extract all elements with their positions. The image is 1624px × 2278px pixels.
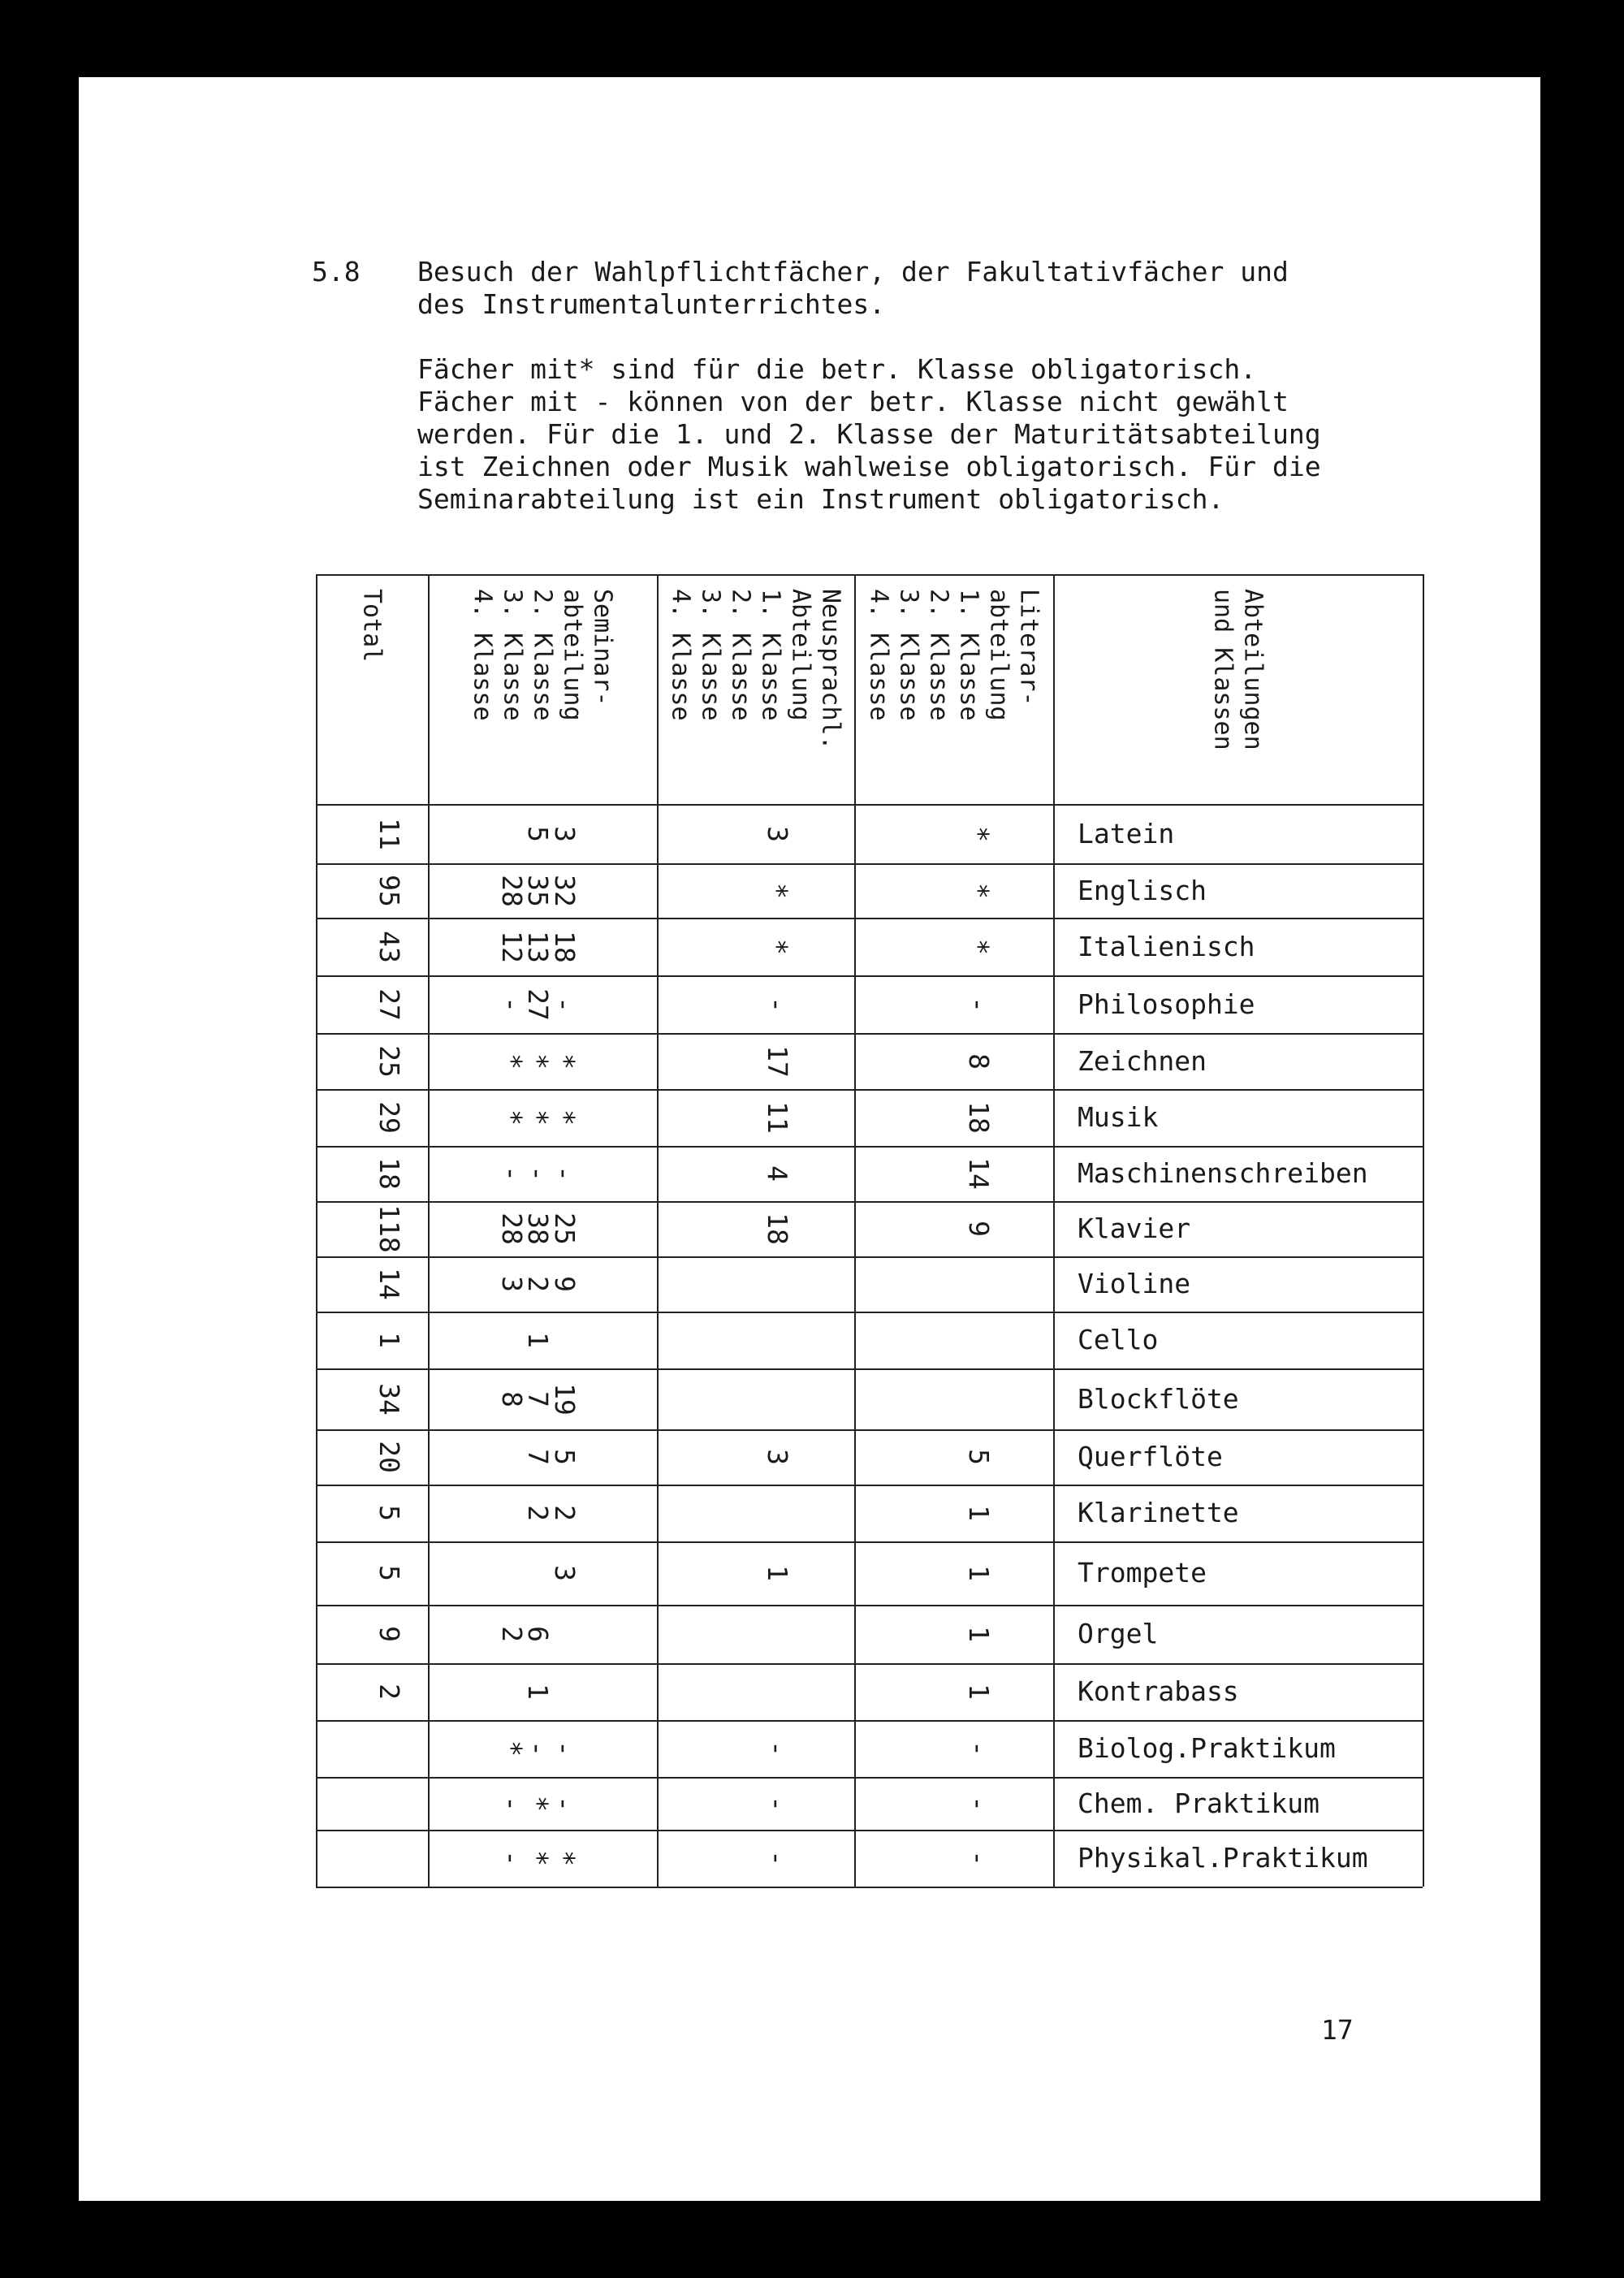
cell-literar: - — [962, 1850, 995, 1866]
cell-total: 34 — [373, 1382, 405, 1416]
cell-seminar-2: 3 — [548, 825, 581, 842]
table-row-line — [316, 1256, 1423, 1258]
subject-label: Latein — [1078, 817, 1175, 849]
cell-literar: 5 — [962, 1449, 995, 1465]
cell-total: 29 — [373, 1101, 405, 1134]
cell-seminar-4: 8 — [495, 1390, 528, 1407]
subject-label: Trompete — [1078, 1557, 1207, 1589]
cell-seminar-3: 27 — [521, 988, 554, 1021]
table-row-line — [316, 1429, 1423, 1431]
header-seminar-text: Seminar- abteilung 2. Klasse 3. Klasse 4. Klasse — [468, 589, 617, 721]
cell-seminar-3: * — [521, 1795, 554, 1812]
table-column-line — [1423, 574, 1424, 1887]
cell-literar: 1 — [962, 1505, 995, 1521]
cell-seminar-3: 13 — [521, 930, 554, 963]
cell-seminar-3: 1 — [521, 1332, 554, 1348]
cell-total: 1 — [373, 1332, 405, 1348]
cell-seminar-3: * — [521, 1109, 554, 1126]
subject-label: Philosophie — [1078, 988, 1255, 1020]
cell-seminar-3: 35 — [521, 874, 554, 907]
cell-seminar-2: * — [548, 1053, 581, 1070]
header-literar-text: Literar- abteilung 1. Klasse 2. Klasse 3. Klasse 4. Klasse — [864, 589, 1043, 721]
subject-label: Musik — [1078, 1101, 1159, 1133]
legend-note: Fächer mit* sind für die betr. Klasse obligatorisch. Fächer mit - können von der betr. Klasse nicht gewählt werden. Für die 1. und 2. Klasse der Maturitätsabteilung ist Zeichnen oder Musik wahlweise obligatorisch. Für die Seminarabteilung ist ein Instrument obligatorisch. — [417, 353, 1321, 515]
cell-neusprachl: 4 — [761, 1165, 793, 1182]
cell-seminar-3: 2 — [521, 1505, 554, 1521]
table-row-line — [316, 1033, 1423, 1035]
table-row-line — [316, 1720, 1423, 1722]
table-row-line — [316, 1201, 1423, 1203]
subject-label: Klavier — [1078, 1212, 1191, 1244]
subject-label: Zeichnen — [1078, 1044, 1207, 1077]
cell-seminar-3: 2 — [521, 1276, 554, 1292]
cell-seminar-4: * — [495, 1109, 528, 1126]
cell-total: 11 — [373, 817, 405, 850]
subject-label: Physikal.Praktikum — [1078, 1842, 1368, 1874]
cell-neusprachl: 1 — [761, 1565, 793, 1581]
cell-seminar-3: * — [521, 1053, 554, 1070]
cell-literar: * — [962, 938, 995, 955]
cell-total: 43 — [373, 930, 405, 963]
cell-neusprachl: - — [761, 1795, 793, 1812]
cell-neusprachl: 3 — [761, 1449, 793, 1465]
page-number: 17 — [1321, 2014, 1354, 2046]
table-row-line — [316, 918, 1423, 919]
cell-total: 25 — [373, 1044, 405, 1078]
table-row-line — [316, 1146, 1423, 1148]
cell-neusprachl: 18 — [761, 1212, 793, 1245]
cell-seminar-3: - — [521, 1740, 554, 1757]
table-row-line — [316, 1089, 1423, 1091]
cell-seminar-2: 5 — [548, 1449, 581, 1465]
subject-label: Italienisch — [1078, 930, 1255, 962]
cell-seminar-4: 2 — [495, 1626, 528, 1642]
cell-seminar-2: - — [548, 996, 581, 1013]
cell-seminar-4: * — [495, 1740, 528, 1757]
cell-seminar-4: 28 — [495, 874, 528, 907]
cell-literar: 14 — [962, 1157, 995, 1190]
table-row-line — [316, 1368, 1423, 1370]
cell-seminar-3: 1 — [521, 1684, 554, 1700]
section-number: 5.8 — [312, 256, 361, 287]
section-heading: Besuch der Wahlpflichtfächer, der Fakultativfächer und des Instrumentalunterrichtes. — [417, 256, 1289, 320]
subject-label: Orgel — [1078, 1618, 1159, 1649]
table-row-line — [316, 1830, 1423, 1831]
cell-total: 27 — [373, 988, 405, 1021]
cell-seminar-3: 5 — [521, 825, 554, 842]
cell-total: 18 — [373, 1157, 405, 1190]
cell-total: 5 — [373, 1505, 405, 1521]
header-neusprachl — [657, 574, 854, 804]
cell-neusprachl: * — [761, 882, 793, 899]
document-page — [79, 77, 1540, 2201]
cell-seminar-2: 32 — [548, 874, 581, 907]
cell-literar: - — [962, 1740, 995, 1757]
table-row-line — [316, 804, 1423, 806]
cell-seminar-3: 7 — [521, 1449, 554, 1465]
table-row-line — [316, 1887, 1423, 1888]
cell-seminar-4: 3 — [495, 1276, 528, 1292]
cell-seminar-2: 25 — [548, 1212, 581, 1245]
cell-seminar-2: 9 — [548, 1276, 581, 1292]
table-row-line — [316, 1541, 1423, 1543]
cell-total: 5 — [373, 1565, 405, 1581]
table-row-line — [316, 1605, 1423, 1606]
cell-seminar-4: - — [495, 1165, 528, 1182]
cell-neusprachl: 17 — [761, 1044, 793, 1078]
header-total-text: Total — [357, 589, 387, 663]
cell-seminar-4: * — [495, 1053, 528, 1070]
cell-total: 2 — [373, 1684, 405, 1700]
cell-seminar-2: 19 — [548, 1382, 581, 1416]
cell-seminar-4: 12 — [495, 930, 528, 963]
header-literar — [854, 574, 1053, 804]
cell-literar: - — [962, 1795, 995, 1812]
header-total — [316, 574, 428, 804]
subject-label: Maschinenschreiben — [1078, 1157, 1368, 1189]
cell-neusprachl: - — [761, 1850, 793, 1866]
cell-neusprachl: 3 — [761, 825, 793, 842]
subject-label: Chem. Praktikum — [1078, 1787, 1320, 1819]
cell-seminar-4: 28 — [495, 1212, 528, 1245]
table-row-line — [316, 1663, 1423, 1665]
cell-seminar-2: - — [548, 1795, 581, 1812]
cell-neusprachl: 11 — [761, 1101, 793, 1134]
enrollment-table — [79, 77, 1540, 2201]
cell-seminar-3: 6 — [521, 1626, 554, 1642]
header-seminar — [428, 574, 657, 804]
cell-seminar-4: - — [495, 1850, 528, 1866]
cell-seminar-3: 7 — [521, 1390, 554, 1407]
cell-seminar-4: - — [495, 1795, 528, 1812]
cell-seminar-2: * — [548, 1109, 581, 1126]
cell-neusprachl: * — [761, 938, 793, 955]
header-subjects-text: Abteilungen und Klassen — [1208, 589, 1268, 750]
cell-total: 14 — [373, 1268, 405, 1300]
subject-label: Querflöte — [1078, 1441, 1223, 1472]
cell-total: 9 — [373, 1626, 405, 1642]
cell-total: 20 — [373, 1441, 405, 1473]
subject-label: Violine — [1078, 1268, 1191, 1299]
cell-literar: 1 — [962, 1565, 995, 1581]
subject-label: Blockflöte — [1078, 1382, 1239, 1415]
subject-label: Kontrabass — [1078, 1675, 1239, 1707]
cell-seminar-2: 18 — [548, 930, 581, 963]
header-neusprachl-text: Neusprachl. Abteilung 1. Klasse 2. Klasse 3. Klasse 4. Klasse — [666, 589, 845, 750]
cell-literar: 18 — [962, 1101, 995, 1134]
cell-literar: - — [962, 996, 995, 1013]
table-row-line — [316, 1312, 1423, 1313]
cell-seminar-3: * — [521, 1850, 554, 1866]
subject-label: Biolog.Praktikum — [1078, 1732, 1336, 1764]
cell-literar: 9 — [962, 1221, 995, 1237]
cell-neusprachl: - — [761, 996, 793, 1013]
table-row-line — [316, 975, 1423, 977]
table-row-line — [316, 863, 1423, 865]
cell-literar: 1 — [962, 1684, 995, 1700]
cell-literar: 1 — [962, 1626, 995, 1642]
cell-seminar-2: 3 — [548, 1565, 581, 1581]
cell-seminar-2: - — [548, 1740, 581, 1757]
cell-total: 118 — [373, 1204, 405, 1253]
cell-seminar-2: - — [548, 1165, 581, 1182]
table-row-line — [316, 1777, 1423, 1779]
cell-seminar-4: - — [495, 996, 528, 1013]
subject-label: Klarinette — [1078, 1497, 1239, 1528]
header-subjects — [1053, 574, 1423, 804]
cell-seminar-2: 2 — [548, 1505, 581, 1521]
cell-literar: * — [962, 882, 995, 899]
cell-total: 95 — [373, 874, 405, 907]
cell-seminar-3: 38 — [521, 1212, 554, 1245]
cell-neusprachl: - — [761, 1740, 793, 1757]
cell-literar: 8 — [962, 1053, 995, 1070]
cell-literar: * — [962, 825, 995, 842]
subject-label: Cello — [1078, 1324, 1159, 1355]
subject-label: Englisch — [1078, 874, 1207, 906]
cell-seminar-2: * — [548, 1850, 581, 1866]
cell-seminar-3: - — [521, 1165, 554, 1182]
table-row-line — [316, 1485, 1423, 1486]
